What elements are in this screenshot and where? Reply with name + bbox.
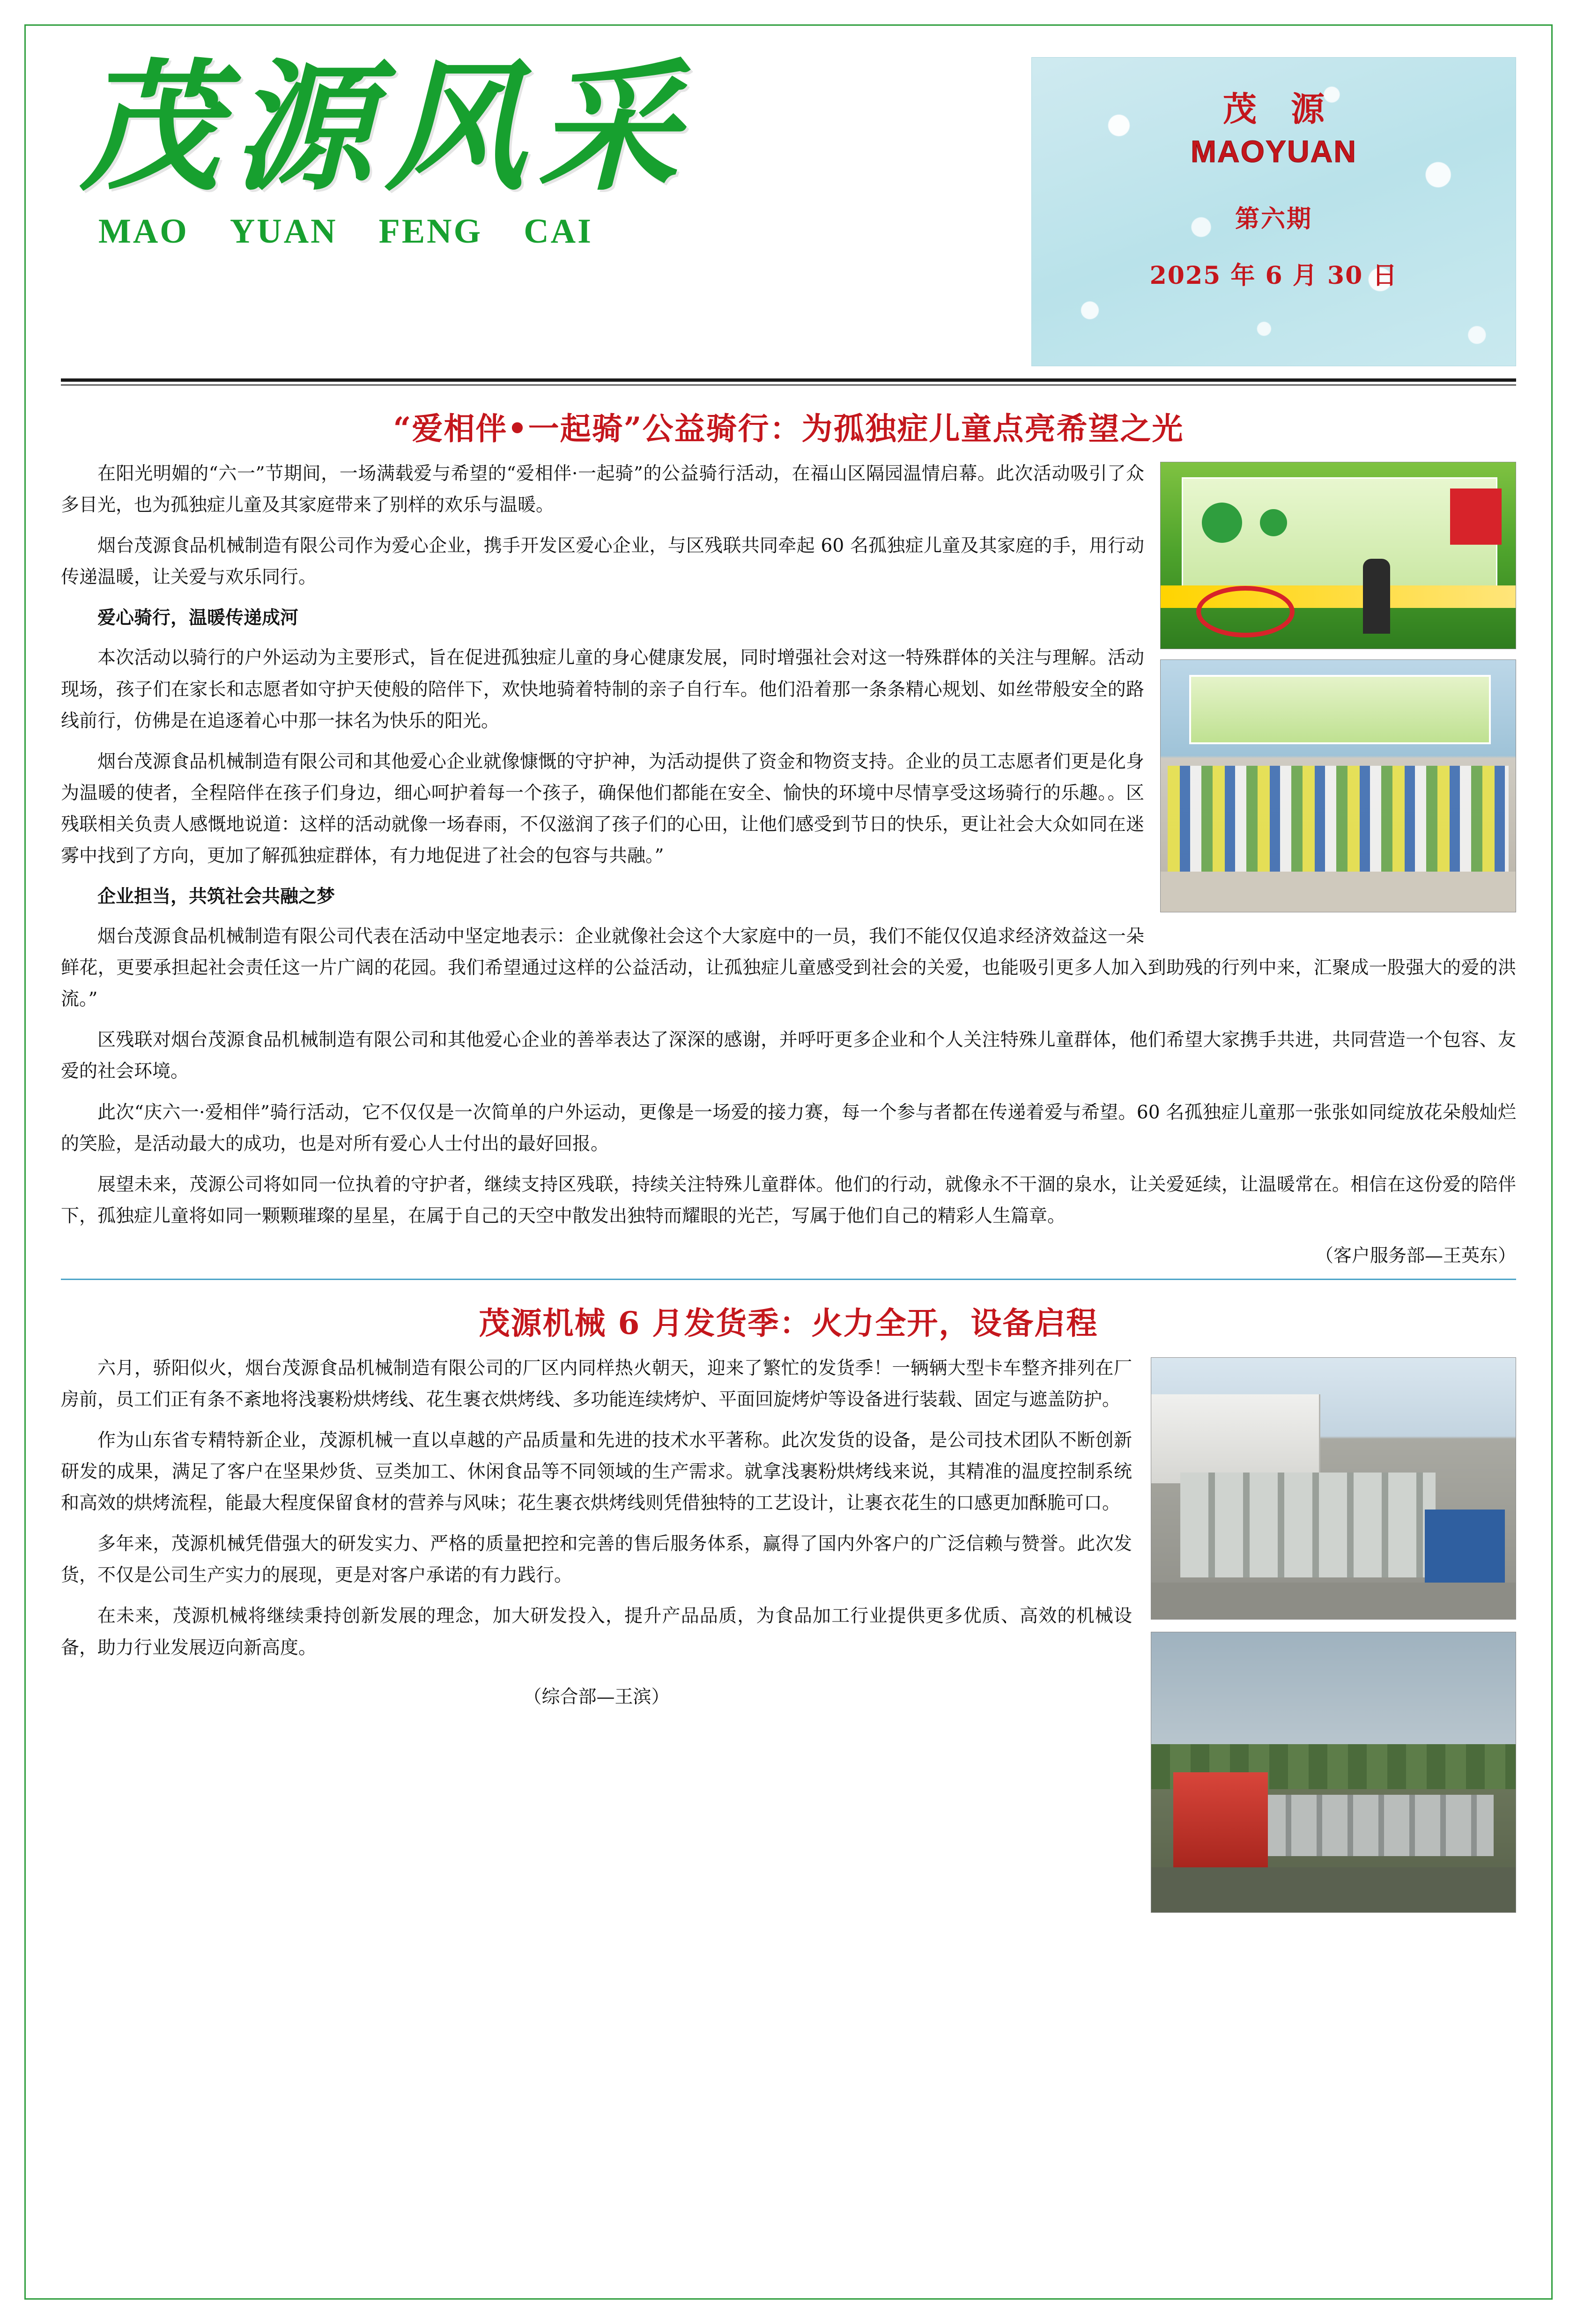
article-1-paragraph: 本次活动以骑行的户外运动为主要形式，旨在促进孤独症儿童的身心健康发展，同时增强社会对这一特殊群体的关注与理解。活动现场，孩子们在家长和志愿者如守护天使般的陪伴下，欢快地骑着特制的亲子自行车。他们沿着那一条条精心规划、如丝带般安全的路线前行，仿佛是在追逐着心中那一抹名为快乐的阳光。 xyxy=(61,647,1144,732)
article-1-paragraph: 区残联对烟台茂源食品机械制造有限公司和其他爱心企业的善举表达了深深的感谢，并呼吁更多企业和个人关注特殊儿童群体，他们希望大家携手共进，共同营造一个包容、友爱的社会环境。 xyxy=(61,1029,1516,1082)
issue-number: 第六期 xyxy=(1235,205,1312,233)
article-1-photo-column xyxy=(1160,462,1516,923)
cycling-event-group-photo xyxy=(1160,659,1516,912)
issue-date: 2025 年 6 月 30 日 xyxy=(1149,261,1398,290)
article-1-paragraph: 烟台茂源食品机械制造有限公司代表在活动中坚定地表示：企业就像社会这个大家庭中的一员，我们不能仅仅追求经济效益这一朵鲜花，更要承担起社会责任这一片广阔的花园。我们希望通过这样的公益活动，让孤独症儿童感受到社会的关爱，也能吸引更多人加入到助残的行列中来，汇聚成一股强大的爱的洪流。” xyxy=(61,926,1516,1010)
article-1-paragraph: 烟台茂源食品机械制造有限公司作为爱心企业，携手开发区爱心企业，与区残联共同牵起 60 名孤独症儿童及其家庭的手，用行动传递温暖，让关爱与欢乐同行。 xyxy=(61,535,1144,588)
article-1-paragraph: 此次“庆六一·爱相伴”骑行活动，它不仅仅是一次简单的户外运动，更像是一场爱的接力赛，每一个参与者都在传递着爱与希望。60 名孤独症儿童那一张张如同绽放花朵般灿烂的笑脸，是活动最大的成功，也是对所有爱心人士付出的最好回报。 xyxy=(61,1102,1516,1155)
logo-en-word-4: CAI xyxy=(524,212,593,251)
article-charity-cycling xyxy=(61,385,1516,1267)
article-1-subheading: 爱心骑行，温暖传递成河 xyxy=(97,607,299,629)
cycling-event-stage-photo xyxy=(1160,462,1516,649)
masthead-rule-thick xyxy=(61,378,1516,382)
article-1-byline: （客户服务部—王英东） xyxy=(1315,1245,1516,1266)
newsletter-logo-en xyxy=(80,212,937,252)
article-1-title: “爱相伴•一起骑”公益骑行：为孤独症儿童点亮希望之光 xyxy=(393,410,1184,447)
logo-en-word-2: YUAN xyxy=(230,212,338,251)
company-brand-cn: 茂 源 xyxy=(1222,89,1336,129)
article-2-paragraph: 在未来，茂源机械将继续秉持创新发展的理念，加大研发投入，提升产品品质，为食品加工行业提供更多优质、高效的机械设备，助力行业发展迈向新高度。 xyxy=(61,1606,1132,1658)
masthead xyxy=(61,43,1516,366)
issue-info-panel xyxy=(1031,57,1516,366)
article-1-subheading: 企业担当，共筑社会共融之梦 xyxy=(97,886,335,908)
company-brand-en: MAOYUAN xyxy=(1191,134,1357,169)
article-june-shipping-season xyxy=(61,1280,1516,1925)
article-2-byline: （综合部—王滨） xyxy=(523,1686,670,1708)
article-2-title: 茂源机械 6 月发货季：火力全开，设备启程 xyxy=(479,1304,1098,1341)
article-2-photo-column xyxy=(1151,1353,1516,1925)
article-1-paragraph: 烟台茂源食品机械制造有限公司和其他爱心企业就像慷慨的守护神，为活动提供了资金和物资支持。企业的员工志愿者们更是化身为温暖的使者，全程陪伴在孩子们身边，细心呵护着每一个孩子，确保他们都能在安全、愉快的环境中尽情享受这场骑行的乐趣。。区残联相关负责人感慨地说道：这样的活动就像一场春雨，不仅滋润了孩子们的心田，让他们感受到节日的快乐，更让社会大众如同在迷雾中找到了方向，更加了解孤独症群体，有力地促进了社会的包容与共融。” xyxy=(61,751,1144,866)
truck-convoy-photo xyxy=(1151,1632,1516,1913)
article-1-paragraph: 展望未来，茂源公司将如同一位执着的守护者，继续支持区残联，持续关注特殊儿童群体。他们的行动，就像永不干涸的泉水，让关爱延续，让温暖常在。相信在这份爱的陪伴下，孤独症儿童将如同一颗颗璀璨的星星，在属于自己的天空中散发出独特而耀眼的光芒，写属于他们自己的精彩人生篇章。 xyxy=(61,1174,1516,1227)
masthead-title-block xyxy=(61,44,937,252)
article-1-paragraph: 在阳光明媚的“六一”节期间，一场满载爱与希望的“爱相伴·一起骑”的公益骑行活动，在福山区隔园温情启幕。此次活动吸引了众多目光，也为孤独症儿童及其家庭带来了别样的欢乐与温暖。 xyxy=(61,463,1144,516)
logo-en-word-3: FENG xyxy=(378,212,483,251)
article-2-paragraph: 作为山东省专精特新企业，茂源机械一直以卓越的产品质量和先进的技术水平著称。此次发货的设备，是公司技术团队不断创新研发的成果，满足了客户在坚果炒货、豆类加工、休闲食品等不同领域的生产需求。就拿浅裹粉烘烤线来说，其精准的温度控制系统和高效的烘烤流程，能最大程度保留食材的营养与风味；花生裹衣烘烤线则凭借独特的工艺设计，让裹衣花生的口感更加酥脆可口。 xyxy=(61,1430,1132,1514)
article-2-paragraph: 多年来，茂源机械凭借强大的研发实力、严格的质量把控和完善的售后服务体系，赢得了国内外客户的广泛信赖与赞誉。此次发货，不仅是公司生产实力的展现，更是对客户承诺的有力践行。 xyxy=(61,1533,1132,1586)
factory-yard-equipment-photo xyxy=(1151,1357,1516,1620)
logo-en-word-1: MAO xyxy=(98,212,189,251)
article-2-paragraph: 六月，骄阳似火，烟台茂源食品机械制造有限公司的厂区内同样热火朝天，迎来了繁忙的发货季！一辆辆大型卡车整齐排列在厂房前，员工们正有条不紊地将浅裹粉烘烤线、花生裹衣烘烤线、多功能连续烤炉、平面回旋烤炉等设备进行装载、固定与遮盖防护。 xyxy=(61,1357,1132,1410)
article-2-body xyxy=(61,1353,1132,1709)
newsletter-logo-cn: 茂源风采 xyxy=(80,44,690,210)
